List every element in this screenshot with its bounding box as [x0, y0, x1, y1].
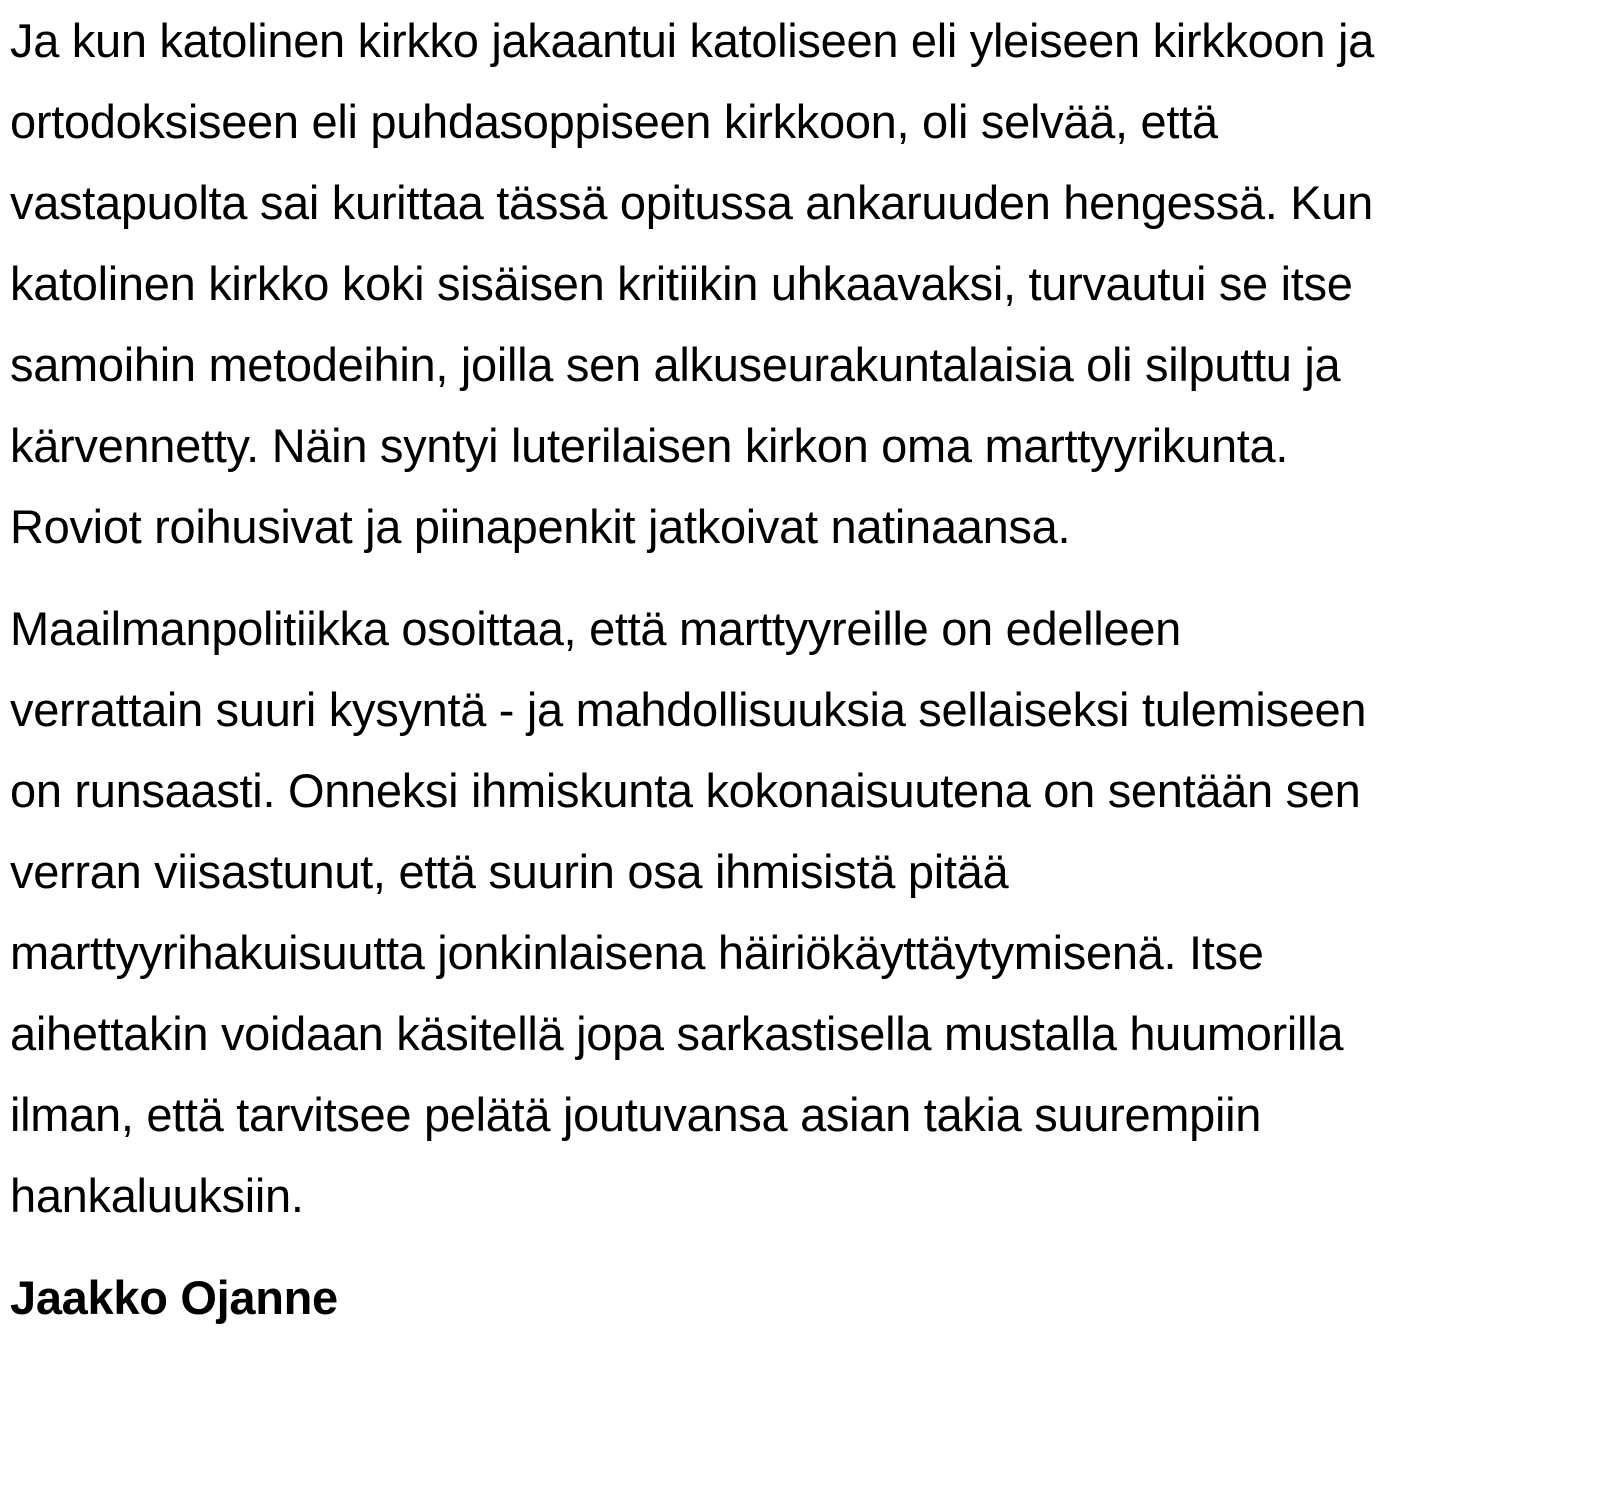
text-line: ortodoksiseen eli puhdasoppiseen kirkkoon, oli selvää, että	[10, 95, 1218, 148]
text-line: katolinen kirkko koki sisäisen kritiikin uhkaavaksi, turvautui se itse	[10, 257, 1353, 310]
text-line: Roviot roihusivat ja piinapenkit jatkoivat natinaansa.	[10, 500, 1071, 553]
text-line: on runsaasti. Onneksi ihmiskunta kokonaisuutena on sentään sen	[10, 764, 1361, 817]
text-line: marttyyrihakuisuutta jonkinlaisena häiriökäyttäytymisenä. Itse	[10, 926, 1264, 979]
text-line: vastapuolta sai kurittaa tässä opitussa ankaruuden hengessä. Kun	[10, 176, 1373, 229]
document-body	[10, 0, 1595, 1338]
text-line: Maailmanpolitiikka osoittaa, että marttyyreille on edelleen	[10, 602, 1181, 655]
text-line: verran viisastunut, että suurin osa ihmisistä pitää	[10, 845, 1009, 898]
text-line: verrattain suuri kysyntä - ja mahdollisuuksia sellaiseksi tulemiseen	[10, 683, 1367, 736]
text-line: kärvennetty. Näin syntyi luterilaisen kirkon oma marttyyrikunta.	[10, 419, 1289, 472]
text-line: ilman, että tarvitsee pelätä joutuvansa asian takia suurempiin	[10, 1088, 1262, 1141]
paragraph-1	[10, 0, 1595, 567]
paragraph-2	[10, 588, 1595, 1236]
text-line: Ja kun katolinen kirkko jakaantui katoliseen eli yleiseen kirkkoon ja	[10, 14, 1374, 67]
text-line: aihettakin voidaan käsitellä jopa sarkastisella mustalla huumorilla	[10, 1007, 1344, 1060]
text-line: hankaluuksiin.	[10, 1169, 304, 1222]
text-line: samoihin metodeihin, joilla sen alkuseurakuntalaisia oli silputtu ja	[10, 338, 1341, 391]
author-signature: Jaakko Ojanne	[10, 1271, 338, 1324]
